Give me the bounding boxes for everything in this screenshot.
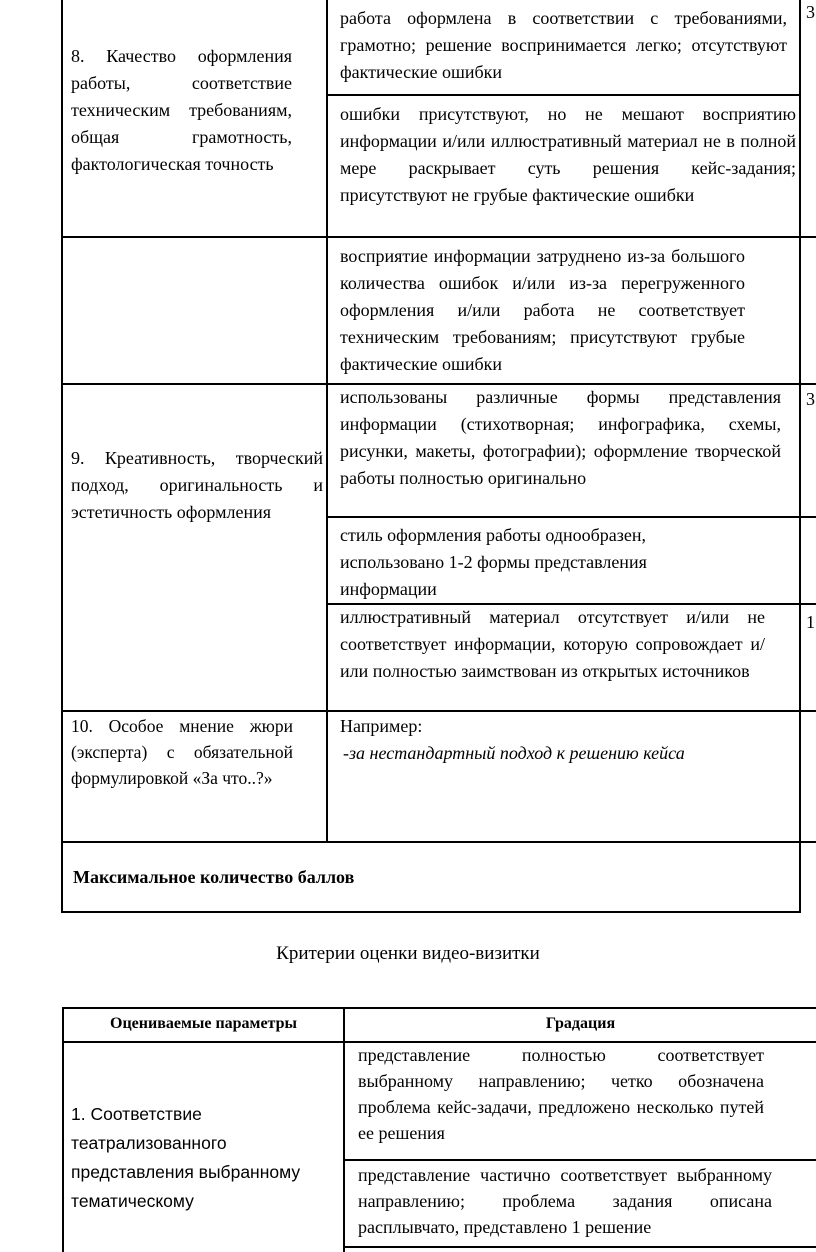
table2-row-divider: [345, 1159, 816, 1161]
criterion-8-level-3: восприятие информации затруднено из-за большого количества ошибок и/или из-за перегруженного оформления и/или работа не соответствует техническим требованиям; присутствуют грубые фактические ошибки: [340, 246, 745, 374]
criterion-9-level-2: стиль оформления работы однообразен, использовано 1-2 формы представления информации: [340, 525, 647, 599]
table2-bottom-edge: [345, 1246, 816, 1248]
criterion-9-level-1: использованы различные формы представления информации (стихотворная; инфографика, схемы, рисунки, макеты, фотографии); оформление творческой работы полностью оригинально: [340, 387, 781, 488]
criterion-8-label: 8. Качество оформления работы, соответствие техническим требованиям, общая грамотность, фактологическая точность: [71, 46, 292, 174]
table1-row-divider: [61, 236, 816, 238]
table2-criterion-1: 1. Соответствие театрализованного представления выбранному тематическому: [71, 1104, 301, 1211]
table2-header-gradation: Градация: [545, 1015, 616, 1032]
criterion-9-score: 3: [806, 389, 815, 409]
criterion-9-level-3: иллюстративный материал отсутствует и/или не соответствует информации, которую сопровождает и/или полностью заимствован из открытых источников: [340, 607, 765, 681]
max-score-label: Максимальное количество баллов: [73, 867, 355, 887]
table1-row-divider: [328, 516, 816, 518]
criterion-9-label: 9. Креативность, творческий подход, оригинальность и эстетичность оформления: [71, 448, 323, 522]
criterion-8-level-2: ошибки присутствуют, но не мешают восприятию информации и/или иллюстративный материал не в полной мере раскрывает суть решения кейс-задания; присутствуют не грубые фактические ошибки: [340, 104, 796, 205]
table1-row-divider: [61, 710, 816, 712]
table2-criterion-1-level-1: представление полностью соответствует выбранному направлению; четко обозначена проблема кейс-задачи, предложено несколько путей ее решения: [358, 1045, 764, 1143]
criterion-10-example-label: Например:: [340, 716, 423, 736]
criterion-8-score: 3: [806, 2, 815, 22]
criterion-9-score-low: 1: [806, 612, 815, 632]
table1-left-border: [61, 0, 63, 913]
criterion-10-example-text: -за нестандартный подход к решению кейса: [343, 743, 685, 763]
table2-column-divider: [343, 1007, 345, 1252]
section-title: Критерии оценки видео-визитки: [276, 943, 540, 964]
table1-bottom-border: [61, 911, 801, 913]
criterion-10-label: 10. Особое мнение жюри (эксперта) с обязательной формулировкой «За что..?»: [71, 716, 293, 788]
table2-criterion-1-level-2: представление частично соответствует выбранному направлению; проблема задания описана расплывчато, представлено 1 решение: [358, 1165, 772, 1237]
table1-score-divider: [799, 0, 801, 913]
table1-row-divider: [328, 94, 799, 96]
criterion-8-level-1: работа оформлена в соответствии с требованиями, грамотно; решение воспринимается легко; отсутствуют фактические ошибки: [340, 8, 787, 82]
table2-header-parameters: Оцениваемые параметры: [110, 1015, 297, 1032]
table1-column-divider: [326, 0, 328, 841]
table2-top-border: [62, 1007, 816, 1009]
table2-left-border: [62, 1007, 64, 1252]
table1-row-divider: [61, 841, 816, 843]
